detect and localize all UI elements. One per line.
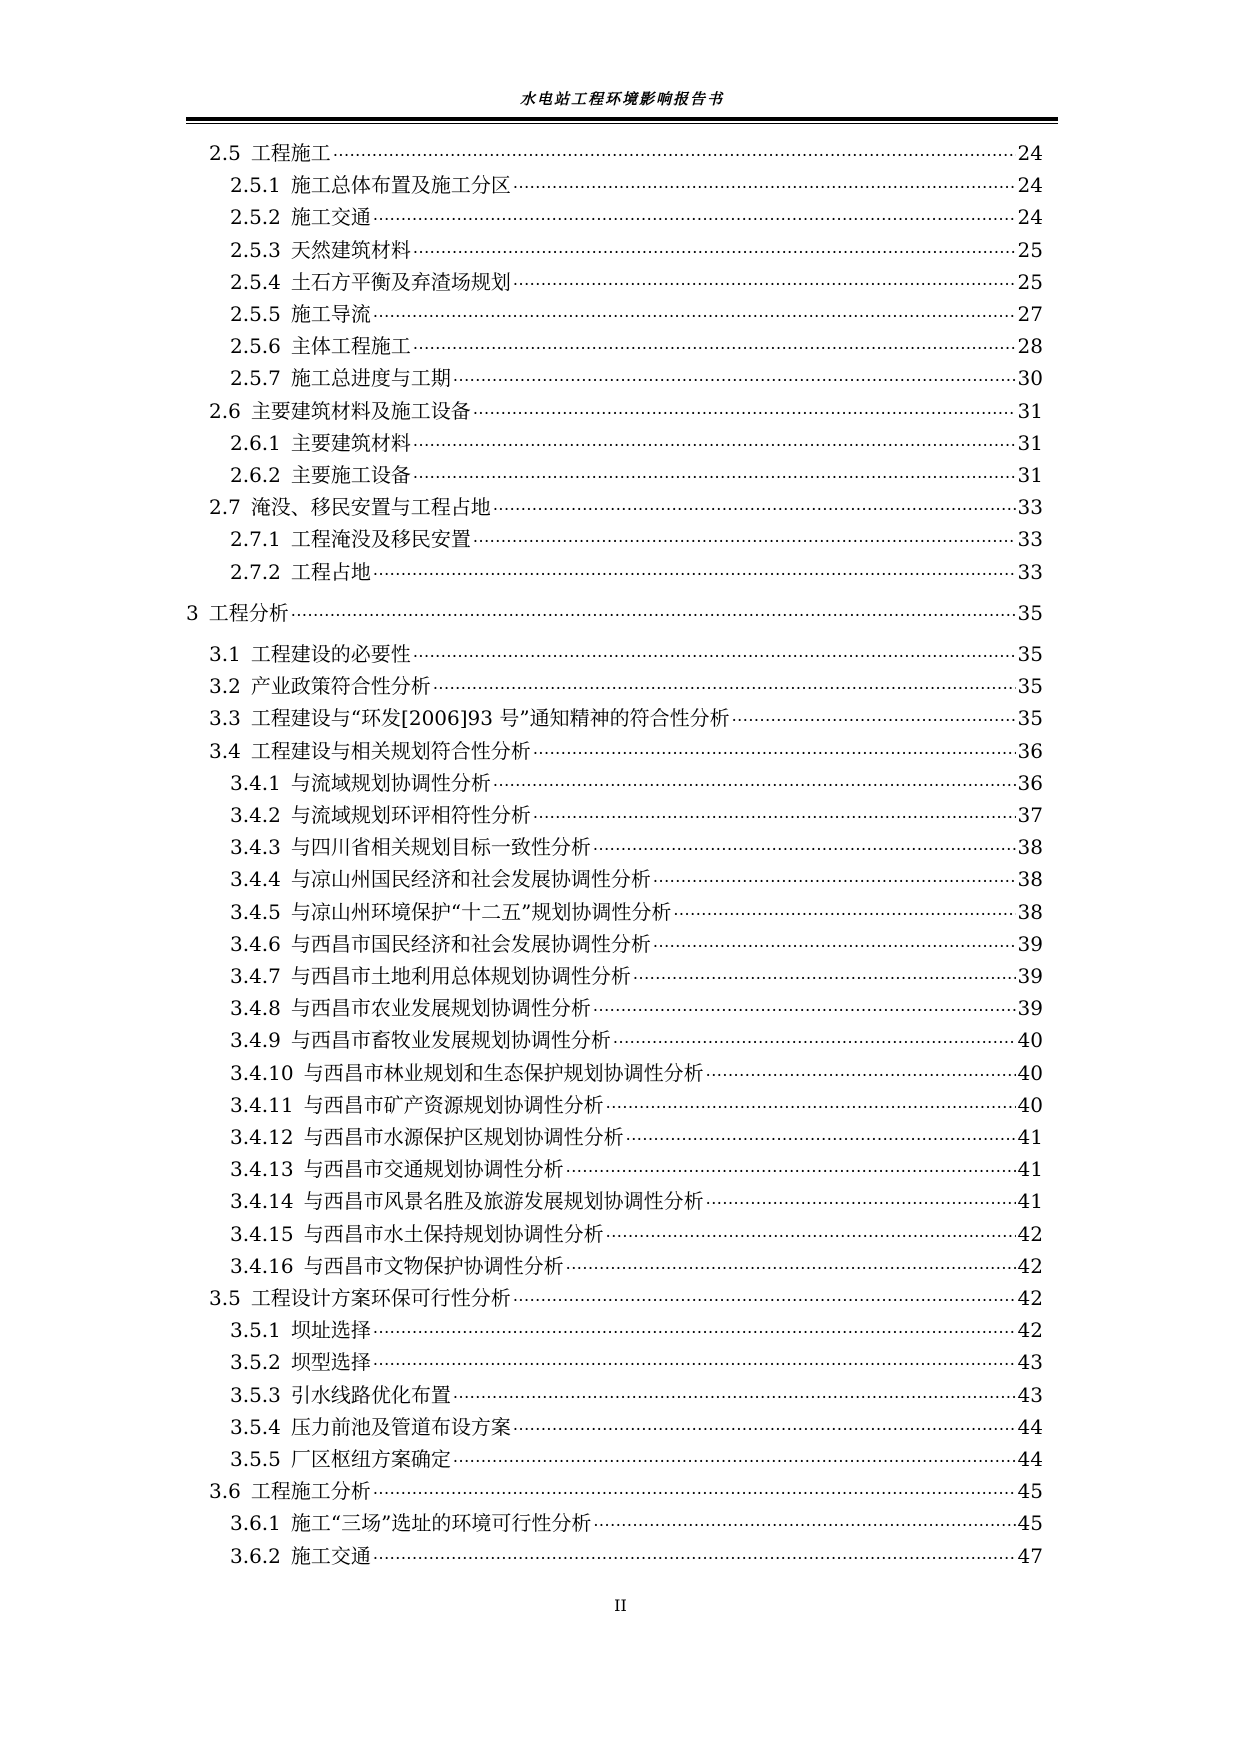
toc-entry-label: 主要施工设备 — [290, 463, 411, 487]
toc-entry-label: 工程分析 — [208, 600, 289, 625]
toc-dot-leader — [453, 1446, 1016, 1466]
toc-dot-leader — [593, 834, 1016, 854]
toc-entry[interactable] — [230, 1414, 1043, 1440]
toc-entry-number: 2.5.2 — [230, 205, 281, 230]
toc-entry-page: 38 — [1017, 899, 1043, 924]
toc-dot-leader — [606, 1221, 1016, 1241]
toc-dot-leader — [453, 1382, 1016, 1402]
toc-entry-title — [230, 866, 651, 892]
toc-dot-leader — [706, 1060, 1016, 1080]
toc-dot-leader — [373, 559, 1016, 579]
toc-entry-label: 淹没、移民安置与工程占地 — [250, 495, 491, 520]
toc-entry-page: 25 — [1017, 269, 1043, 294]
toc-entry-label: 与西昌市交通规划协调性分析 — [303, 1157, 564, 1182]
toc-entry-page: 44 — [1017, 1447, 1043, 1471]
toc-entry[interactable] — [230, 995, 1043, 1021]
toc-entry-page: 36 — [1017, 770, 1043, 795]
toc-dot-leader — [493, 770, 1016, 790]
toc-entry-page: 33 — [1017, 527, 1043, 552]
toc-dot-leader — [373, 301, 1016, 321]
toc-entry-label: 工程占地 — [290, 559, 371, 584]
toc-entry-title — [230, 770, 491, 796]
toc-entry-title — [209, 1285, 511, 1311]
toc-entry-number: 3.4.16 — [230, 1253, 294, 1278]
toc-entry[interactable] — [230, 1124, 1043, 1150]
toc-entry-page: 31 — [1017, 430, 1043, 455]
toc-entry[interactable] — [230, 963, 1043, 989]
toc-entry-number: 3.4.8 — [230, 996, 281, 1021]
toc-entry-title — [230, 462, 411, 488]
toc-entry[interactable] — [230, 931, 1043, 957]
toc-dot-leader — [533, 738, 1016, 758]
toc-entry-number: 3 — [186, 600, 199, 625]
toc-entry-title — [230, 963, 631, 989]
toc-entry-label: 施工“三场”选址的环境可行性分析 — [290, 1511, 592, 1536]
toc-dot-leader — [413, 641, 1016, 661]
toc-entry-label: 工程建设与“环发[2006]93 号”通知精神的符合性分析 — [250, 706, 730, 731]
toc-entry[interactable] — [230, 1349, 1043, 1375]
toc-entry-label: 土石方平衡及弃渣场规划 — [290, 269, 511, 294]
toc-entry-title — [230, 526, 471, 552]
toc-entry-label: 工程建设的必要性 — [250, 642, 411, 666]
toc-entry-number: 2.6.2 — [230, 463, 281, 487]
toc-entry[interactable] — [209, 641, 1043, 667]
toc-dot-leader — [373, 1543, 1016, 1563]
toc-entry-number: 3.4.11 — [230, 1092, 294, 1117]
toc-entry-title — [230, 1510, 591, 1536]
toc-entry-label: 与西昌市风景名胜及旅游发展规划协调性分析 — [303, 1189, 704, 1214]
page-number: II — [614, 1596, 627, 1615]
toc-entry-number: 2.5.5 — [230, 302, 281, 326]
toc-entry-page: 24 — [1017, 205, 1043, 230]
toc-dot-leader — [566, 1253, 1016, 1273]
toc-entry-title — [230, 1543, 371, 1569]
toc-entry-title — [230, 172, 511, 198]
toc-entry-page: 42 — [1017, 1318, 1043, 1343]
toc-dot-leader — [493, 494, 1016, 514]
toc-entry-title — [230, 1446, 451, 1472]
toc-entry-page: 28 — [1017, 334, 1043, 359]
toc-entry-page: 45 — [1017, 1511, 1043, 1536]
toc-entry-number: 3.3 — [209, 706, 241, 731]
toc-entry-label: 施工总体布置及施工分区 — [290, 173, 511, 198]
toc-dot-leader — [291, 600, 1016, 620]
toc-entry-title — [230, 333, 411, 359]
toc-entry-label: 坝址选择 — [290, 1318, 371, 1343]
toc-entry[interactable] — [230, 1156, 1043, 1182]
toc-entry-number: 3.4.4 — [230, 867, 281, 892]
toc-entry-number: 2.7.2 — [230, 559, 281, 584]
toc-entry-title — [230, 365, 451, 391]
toc-dot-leader — [413, 430, 1016, 450]
toc-dot-leader — [513, 269, 1016, 289]
toc-entry-label: 天然建筑材料 — [290, 237, 411, 262]
toc-entry-page: 39 — [1017, 996, 1043, 1021]
toc-entry-title — [209, 494, 491, 520]
toc-entry[interactable] — [230, 172, 1043, 198]
toc-entry-label: 与凉山州国民经济和社会发展协调性分析 — [290, 867, 651, 892]
toc-dot-leader — [373, 1349, 1016, 1369]
toc-entry-label: 主要建筑材料 — [290, 430, 411, 455]
toc-entry-title — [230, 301, 371, 327]
toc-entry-page: 43 — [1017, 1382, 1043, 1407]
header-rule-thick — [186, 117, 1058, 121]
toc-entry-page: 31 — [1017, 398, 1043, 423]
toc-entry-number: 3.5.1 — [230, 1318, 281, 1343]
toc-entry-number: 3.5 — [209, 1286, 241, 1310]
toc-dot-leader — [706, 1188, 1016, 1208]
toc-entry-page: 44 — [1017, 1414, 1043, 1439]
toc-entry-label: 厂区枢纽方案确定 — [290, 1447, 451, 1471]
toc-entry-title — [209, 705, 730, 731]
toc-entry-number: 3.1 — [209, 642, 241, 666]
toc-entry-number: 3.5.4 — [230, 1414, 281, 1439]
toc-dot-leader — [613, 1027, 1016, 1047]
toc-entry-number: 3.4.14 — [230, 1189, 294, 1214]
toc-dot-leader — [413, 462, 1016, 482]
toc-entry[interactable] — [230, 1092, 1043, 1118]
toc-dot-leader — [373, 204, 1016, 224]
toc-entry-label: 工程施工 — [250, 141, 331, 165]
toc-entry[interactable] — [230, 462, 1043, 488]
toc-entry-page: 24 — [1017, 141, 1043, 165]
toc-entry[interactable] — [230, 301, 1043, 327]
toc-entry[interactable] — [209, 398, 1043, 424]
toc-entry[interactable] — [230, 834, 1043, 860]
toc-entry-label: 主体工程施工 — [290, 334, 411, 359]
toc-entry-number: 3.4.3 — [230, 835, 281, 860]
toc-entry-label: 与流域规划协调性分析 — [290, 770, 491, 795]
toc-entry-title — [230, 1349, 371, 1375]
toc-entry[interactable] — [230, 770, 1043, 796]
toc-entry[interactable] — [230, 1382, 1043, 1408]
toc-entry-title — [209, 673, 431, 699]
toc-entry[interactable] — [230, 269, 1043, 295]
toc-entry-page: 35 — [1017, 600, 1043, 625]
toc-entry-label: 产业政策符合性分析 — [250, 674, 431, 699]
toc-entry-number: 3.4.6 — [230, 931, 281, 956]
toc-entry-number: 3.4.2 — [230, 803, 281, 827]
toc-dot-leader — [653, 866, 1016, 886]
toc-entry-label: 与流域规划环评相符性分析 — [290, 803, 531, 827]
toc-entry[interactable] — [230, 1188, 1043, 1214]
toc-dot-leader — [453, 365, 1016, 385]
toc-entry-page: 40 — [1017, 1092, 1043, 1117]
toc-entry-label: 施工交通 — [290, 1543, 371, 1568]
toc-entry-number: 3.5.2 — [230, 1350, 281, 1375]
toc-entry[interactable] — [209, 705, 1043, 731]
toc-entry-title — [230, 1188, 704, 1214]
toc-entry-number: 2.5.1 — [230, 173, 281, 198]
toc-entry-title — [230, 1414, 511, 1440]
toc-entry[interactable] — [230, 1317, 1043, 1343]
toc-entry[interactable] — [209, 1478, 1043, 1504]
toc-entry-number: 3.4.9 — [230, 1028, 281, 1053]
toc-entry-number: 2.5.3 — [230, 237, 281, 262]
toc-entry[interactable] — [186, 600, 1043, 626]
toc-entry-number: 2.5.4 — [230, 269, 281, 294]
toc-entry-number: 3.4.10 — [230, 1060, 294, 1085]
toc-entry-page: 33 — [1017, 495, 1043, 520]
toc-entry-title — [230, 1092, 604, 1118]
toc-entry-label: 引水线路优化布置 — [290, 1382, 451, 1407]
toc-dot-leader — [373, 1317, 1016, 1337]
toc-entry-page: 40 — [1017, 1028, 1043, 1053]
toc-dot-leader — [473, 398, 1016, 418]
toc-entry-page: 47 — [1017, 1543, 1043, 1568]
toc-entry-number: 2.7 — [209, 495, 241, 520]
toc-entry[interactable] — [230, 237, 1043, 263]
toc-dot-leader — [593, 995, 1016, 1015]
toc-entry[interactable] — [209, 494, 1043, 520]
toc-entry-page: 42 — [1017, 1253, 1043, 1278]
toc-entry-title — [230, 931, 651, 957]
toc-entry-page: 45 — [1017, 1479, 1043, 1504]
toc-entry-title — [230, 995, 591, 1021]
toc-entry-number: 3.6 — [209, 1479, 241, 1504]
toc-entry-label: 与西昌市水源保护区规划协调性分析 — [303, 1125, 624, 1149]
toc-entry-page: 41 — [1017, 1125, 1043, 1149]
toc-entry[interactable] — [230, 1027, 1043, 1053]
toc-entry-label: 压力前池及管道布设方案 — [290, 1414, 511, 1439]
toc-dot-leader — [626, 1124, 1016, 1144]
toc-entry-label: 坝型选择 — [290, 1350, 371, 1375]
toc-entry-number: 3.5.3 — [230, 1382, 281, 1407]
toc-entry-title — [230, 1027, 611, 1053]
toc-entry[interactable] — [230, 526, 1043, 552]
toc-entry-title — [209, 140, 331, 166]
toc-entry-title — [230, 1221, 604, 1247]
toc-dot-leader — [513, 1414, 1016, 1434]
toc-dot-leader — [333, 140, 1016, 160]
toc-dot-leader — [673, 899, 1015, 919]
toc-entry-title — [230, 1317, 371, 1343]
toc-dot-leader — [633, 963, 1016, 983]
toc-entry[interactable] — [230, 866, 1043, 892]
toc-entry-label: 与四川省相关规划目标一致性分析 — [290, 835, 591, 860]
toc-entry-label: 与西昌市水土保持规划协调性分析 — [303, 1221, 604, 1246]
toc-entry[interactable] — [230, 802, 1043, 828]
toc-entry-number: 2.5.7 — [230, 366, 281, 391]
header-rule-thin — [186, 123, 1058, 124]
toc-entry-label: 与西昌市文物保护协调性分析 — [303, 1253, 564, 1278]
toc-entry-label: 工程淹没及移民安置 — [290, 527, 471, 552]
toc-entry-title — [209, 738, 531, 764]
toc-entry-number: 3.6.1 — [230, 1511, 281, 1536]
toc-entry-number: 2.5.6 — [230, 334, 281, 359]
toc-entry-page: 38 — [1017, 867, 1043, 892]
toc-entry-title — [230, 1060, 704, 1086]
toc-entry-number: 3.4.15 — [230, 1221, 294, 1246]
toc-entry[interactable] — [209, 738, 1043, 764]
toc-entry-number: 3.4 — [209, 738, 241, 763]
toc-entry-page: 38 — [1017, 835, 1043, 860]
toc-entry[interactable] — [230, 333, 1043, 359]
toc-entry-page: 33 — [1017, 559, 1043, 584]
toc-entry-label: 与西昌市林业规划和生态保护规划协调性分析 — [303, 1060, 704, 1085]
toc-dot-leader — [653, 931, 1016, 951]
toc-entry-label: 与西昌市土地利用总体规划协调性分析 — [290, 964, 631, 988]
toc-entry-number: 3.4.7 — [230, 964, 281, 988]
toc-dot-leader — [513, 172, 1016, 192]
toc-entry-page: 40 — [1017, 1060, 1043, 1085]
toc-entry-title — [230, 802, 531, 828]
toc-entry-label: 施工交通 — [290, 205, 371, 230]
toc-entry-number: 3.4.12 — [230, 1125, 294, 1149]
toc-entry-title — [230, 237, 411, 263]
toc-entry-page: 42 — [1017, 1221, 1043, 1246]
toc-entry-title — [230, 1124, 624, 1150]
toc-dot-leader — [413, 333, 1016, 353]
toc-entry[interactable] — [230, 1060, 1043, 1086]
toc-entry-number: 3.2 — [209, 674, 241, 699]
toc-entry-label: 与西昌市矿产资源规划协调性分析 — [303, 1092, 604, 1117]
toc-entry-title — [230, 1156, 564, 1182]
toc-dot-leader — [732, 705, 1016, 725]
toc-entry-page: 35 — [1017, 674, 1043, 699]
toc-entry[interactable] — [230, 899, 1043, 925]
toc-entry-number: 3.6.2 — [230, 1543, 281, 1568]
toc-entry-title — [209, 641, 411, 667]
toc-entry-page: 30 — [1017, 366, 1043, 391]
toc-entry-page: 42 — [1017, 1286, 1043, 1310]
toc-entry[interactable] — [209, 673, 1043, 699]
toc-entry-page: 35 — [1017, 642, 1043, 666]
toc-entry[interactable] — [230, 204, 1043, 230]
toc-entry-label: 与西昌市国民经济和社会发展协调性分析 — [290, 931, 651, 956]
toc-entry-page: 43 — [1017, 1350, 1043, 1375]
toc-entry-number: 2.6 — [209, 398, 241, 423]
toc-dot-leader — [373, 1478, 1016, 1498]
toc-dot-leader — [566, 1156, 1016, 1176]
toc-entry-label: 与西昌市农业发展规划协调性分析 — [290, 996, 591, 1021]
toc-entry-label: 与西昌市畜牧业发展规划协调性分析 — [290, 1028, 611, 1053]
toc-entry[interactable] — [230, 1543, 1043, 1569]
toc-entry-page: 41 — [1017, 1189, 1043, 1214]
toc-entry-label: 施工导流 — [290, 302, 371, 326]
toc-entry-page: 36 — [1017, 738, 1043, 763]
toc-entry-number: 2.6.1 — [230, 430, 281, 455]
running-header: 水电站工程环境影响报告书 — [519, 90, 724, 108]
toc-entry-label: 工程设计方案环保可行性分析 — [250, 1286, 511, 1310]
toc-entry-page: 41 — [1017, 1157, 1043, 1182]
toc-entry[interactable] — [230, 559, 1043, 585]
toc-entry-page: 37 — [1017, 803, 1043, 827]
toc-entry-title — [209, 398, 471, 424]
toc-entry-number: 2.5 — [209, 141, 241, 165]
toc-entry-label: 主要建筑材料及施工设备 — [250, 398, 471, 423]
toc-entry-title — [230, 899, 671, 925]
toc-entry-number: 3.5.5 — [230, 1447, 281, 1471]
toc-entry-page: 24 — [1017, 173, 1043, 198]
toc-dot-leader — [413, 237, 1016, 257]
toc-entry-title — [230, 430, 411, 456]
toc-entry-page: 39 — [1017, 964, 1043, 988]
toc-dot-leader — [513, 1285, 1016, 1305]
toc-entry-title — [230, 204, 371, 230]
toc-entry-title — [186, 600, 289, 626]
toc-entry[interactable] — [230, 365, 1043, 391]
toc-dot-leader — [433, 673, 1016, 693]
toc-dot-leader — [593, 1510, 1015, 1530]
toc-entry[interactable] — [230, 1253, 1043, 1279]
toc-entry-label: 工程施工分析 — [250, 1479, 371, 1504]
toc-entry-title — [230, 1253, 564, 1279]
toc-entry-title — [230, 834, 591, 860]
toc-entry-title — [230, 1382, 451, 1408]
toc-entry-page: 35 — [1017, 706, 1043, 731]
toc-entry-number: 3.4.5 — [230, 899, 281, 924]
toc-entry-page: 39 — [1017, 931, 1043, 956]
toc-entry[interactable] — [230, 1510, 1043, 1536]
toc-entry-number: 3.4.1 — [230, 770, 281, 795]
toc-dot-leader — [533, 802, 1016, 822]
toc-entry[interactable] — [209, 1285, 1043, 1311]
toc-entry-label: 与凉山州环境保护“十二五”规划协调性分析 — [290, 899, 672, 924]
toc-entry[interactable] — [209, 140, 1043, 166]
toc-entry-label: 施工总进度与工期 — [290, 366, 451, 391]
toc-dot-leader — [606, 1092, 1016, 1112]
toc-entry-number: 3.4.13 — [230, 1157, 294, 1182]
toc-entry[interactable] — [230, 430, 1043, 456]
toc-entry[interactable] — [230, 1446, 1043, 1472]
toc-dot-leader — [473, 526, 1016, 546]
toc-entry-number: 2.7.1 — [230, 527, 281, 552]
toc-entry-page: 31 — [1017, 463, 1043, 487]
toc-entry-label: 工程建设与相关规划符合性分析 — [250, 738, 531, 763]
toc-entry-title — [209, 1478, 371, 1504]
toc-entry-page: 27 — [1017, 302, 1043, 326]
toc-entry-title — [230, 269, 511, 295]
toc-entry-title — [230, 559, 371, 585]
toc-entry[interactable] — [230, 1221, 1043, 1247]
toc-entry-page: 25 — [1017, 237, 1043, 262]
